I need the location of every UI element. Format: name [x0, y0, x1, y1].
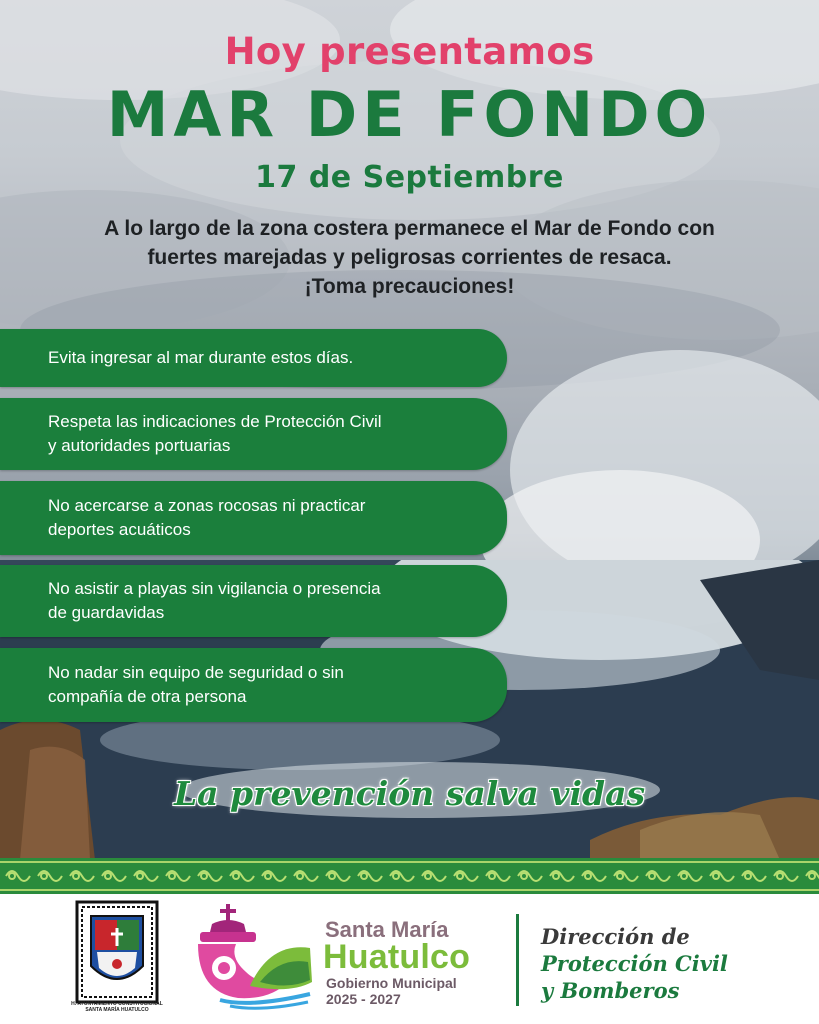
- tip-item: [0, 329, 507, 387]
- department-line2: Protección Civil: [541, 951, 728, 976]
- main-title: MAR DE FONDO: [106, 78, 713, 151]
- crest-caption-line: H. AYUNTAMIENTO CONSTITUCIONAL: [71, 1001, 163, 1007]
- body-line: fuertes marejadas y peligrosas corrientes de resaca.: [147, 246, 672, 269]
- municipal-crest-icon: [75, 900, 159, 1014]
- date-heading: 17 de Septiembre: [255, 160, 564, 195]
- tip-line: Evita ingresar al mar durante estos días.: [48, 348, 354, 367]
- tip-item: [0, 398, 507, 470]
- municipal-government-label: Gobierno Municipal: [326, 975, 457, 991]
- intro-heading: Hoy presentamos: [224, 30, 595, 73]
- crest-caption: [70, 1001, 164, 1013]
- footer-divider: [516, 914, 519, 1006]
- tip-line: No nadar sin equipo de seguridad o sin: [48, 663, 344, 682]
- tip-item: [0, 648, 507, 722]
- crest-caption-line: SANTA MARÍA HUATULCO: [85, 1007, 149, 1013]
- body-line: ¡Toma precauciones!: [304, 275, 515, 298]
- department-line3: y Bomberos: [541, 978, 680, 1003]
- tip-line: de guardavidas: [48, 603, 165, 622]
- body-line: A lo largo de la zona costera permanece el Mar de Fondo con: [104, 217, 715, 240]
- municipality-name-line2: Huatulco: [323, 938, 471, 976]
- tip-line: No acercarse a zonas rocosas ni practicar: [48, 496, 366, 515]
- huatulco-logo-icon: [190, 902, 315, 1012]
- department-line1: Dirección de: [541, 924, 690, 949]
- municipality-name-line1: Santa María: [325, 917, 449, 942]
- tip-line: Respeta las indicaciones de Protección Civil: [48, 412, 382, 431]
- government-term: 2025 - 2027: [326, 991, 401, 1007]
- ornamental-border: [0, 858, 819, 894]
- footer: [0, 894, 819, 1024]
- body-text: [0, 214, 819, 301]
- tip-line: No asistir a playas sin vigilancia o presencia: [48, 579, 381, 598]
- tip-line: compañía de otra persona: [48, 687, 247, 706]
- slogan: La prevención salva vidas: [173, 774, 646, 813]
- tip-line: y autoridades portuarias: [48, 436, 231, 455]
- tip-item: [0, 481, 507, 555]
- tip-line: deportes acuáticos: [48, 520, 191, 539]
- tip-item: [0, 565, 507, 637]
